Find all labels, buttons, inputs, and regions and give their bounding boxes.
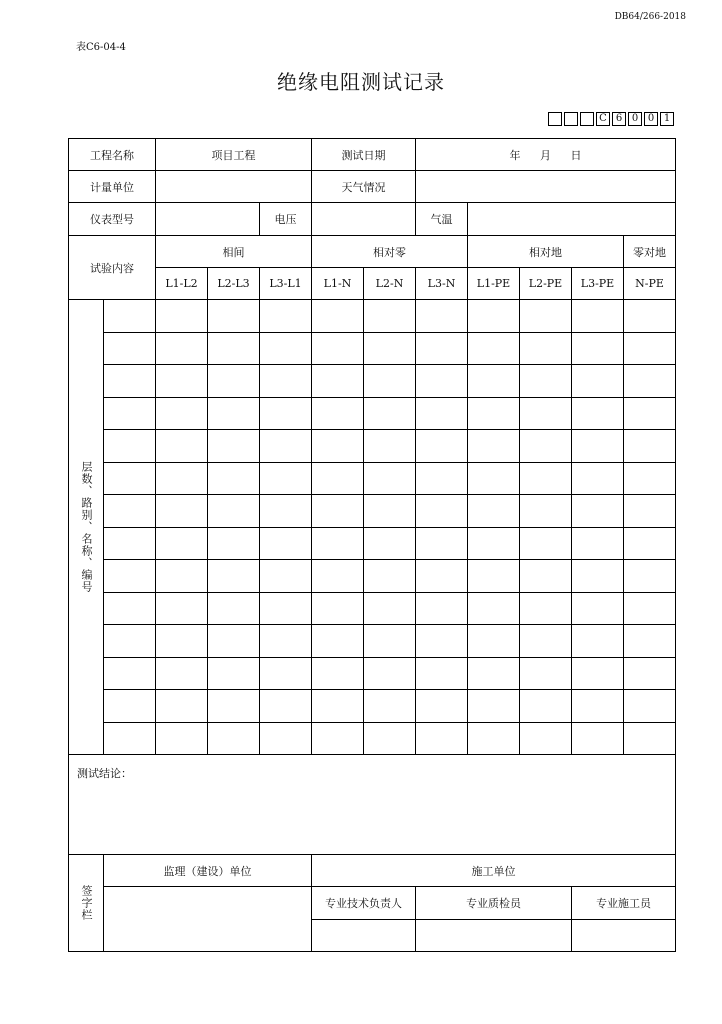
side-label: 层数、路别、名称、编号 [80,461,93,593]
value-cell[interactable] [312,560,364,593]
row-name-cell[interactable] [104,722,156,755]
value-cell[interactable] [364,690,416,723]
value-cell[interactable] [208,365,260,398]
value-cell[interactable] [312,462,364,495]
value-cell[interactable] [572,430,624,463]
value-cell[interactable] [572,560,624,593]
value-cell[interactable] [364,300,416,333]
temp-label: 气温 [416,203,468,236]
date-year: 年 [509,148,521,162]
col-header: L1-N [312,268,364,300]
value-cell[interactable] [624,560,676,593]
supervision-label: 监理（建设）单位 [104,855,312,887]
row-name-cell[interactable] [104,300,156,333]
value-cell[interactable] [260,300,312,333]
value-cell[interactable] [156,690,208,723]
value-cell[interactable] [208,527,260,560]
value-cell[interactable] [364,495,416,528]
weather-value[interactable] [416,171,676,203]
value-cell[interactable] [260,722,312,755]
value-cell[interactable] [624,365,676,398]
value-cell[interactable] [572,332,624,365]
value-cell[interactable] [572,657,624,690]
value-cell[interactable] [624,690,676,723]
value-cell[interactable] [208,332,260,365]
value-cell[interactable] [520,495,572,528]
value-cell[interactable] [572,397,624,430]
tech-lead-label: 专业技术负责人 [312,887,416,920]
value-cell[interactable] [364,527,416,560]
value-cell[interactable] [572,527,624,560]
meter-label: 仪表型号 [69,203,156,236]
value-cell[interactable] [208,592,260,625]
value-cell[interactable] [156,495,208,528]
value-cell[interactable] [364,397,416,430]
value-cell[interactable] [520,690,572,723]
unit-value[interactable] [156,171,312,203]
value-cell[interactable] [364,722,416,755]
value-cell[interactable] [416,527,468,560]
value-cell[interactable] [520,722,572,755]
code-box[interactable]: 0 [628,112,642,126]
table-row [69,592,676,625]
value-cell[interactable] [260,430,312,463]
supervision-sign[interactable] [104,887,312,952]
group-ground: 相对地 [468,236,624,268]
col-header: L2-N [364,268,416,300]
table-row [69,332,676,365]
value-cell[interactable] [156,560,208,593]
value-cell[interactable] [468,332,520,365]
value-cell[interactable] [312,397,364,430]
value-cell[interactable] [312,495,364,528]
date-month: 月 [540,148,552,162]
table-row [69,527,676,560]
value-cell[interactable] [416,332,468,365]
value-cell[interactable] [468,690,520,723]
value-cell[interactable] [364,365,416,398]
value-cell[interactable] [468,397,520,430]
value-cell[interactable] [624,462,676,495]
value-cell[interactable] [260,560,312,593]
value-cell[interactable] [260,365,312,398]
code-box[interactable] [548,112,562,126]
value-cell[interactable] [260,625,312,658]
voltage-label: 电压 [260,203,312,236]
unit-label: 计量单位 [69,171,156,203]
table-row [69,365,676,398]
value-cell[interactable] [624,397,676,430]
value-cell[interactable] [468,430,520,463]
col-header: L3-PE [572,268,624,300]
code-box[interactable]: C [596,112,610,126]
signature-label: 签字栏 [80,885,93,921]
value-cell[interactable] [624,527,676,560]
value-cell[interactable] [520,592,572,625]
col-header: L1-L2 [156,268,208,300]
value-cell[interactable] [468,527,520,560]
value-cell[interactable] [156,430,208,463]
table-row [69,690,676,723]
row-name-cell[interactable] [104,365,156,398]
value-cell[interactable] [572,690,624,723]
value-cell[interactable] [572,300,624,333]
value-cell[interactable] [520,365,572,398]
value-cell[interactable] [364,430,416,463]
value-cell[interactable] [468,300,520,333]
value-cell[interactable] [468,592,520,625]
value-cell[interactable] [416,722,468,755]
construction-label: 施工单位 [312,855,676,887]
row-name-cell[interactable] [104,527,156,560]
conclusion-label: 测试结论： [77,767,132,780]
value-cell[interactable] [312,332,364,365]
code-box[interactable] [580,112,594,126]
col-header: L1-PE [468,268,520,300]
temp-value[interactable] [468,203,676,236]
row-name-cell[interactable] [104,560,156,593]
value-cell[interactable] [208,625,260,658]
value-cell[interactable] [260,690,312,723]
value-cell[interactable] [520,560,572,593]
col-header: N-PE [624,268,676,300]
value-cell[interactable] [520,657,572,690]
weather-label: 天气情况 [312,171,416,203]
value-cell[interactable] [572,722,624,755]
value-cell[interactable] [208,462,260,495]
value-cell[interactable] [364,560,416,593]
row-name-cell[interactable] [104,462,156,495]
table-row [69,397,676,430]
meter-value[interactable] [156,203,260,236]
value-cell[interactable] [624,332,676,365]
value-cell[interactable] [156,625,208,658]
project-name-value[interactable]: 项目工程 [156,139,312,171]
col-header: L3-N [416,268,468,300]
value-cell[interactable] [260,657,312,690]
value-cell[interactable] [416,560,468,593]
value-cell[interactable] [312,365,364,398]
value-cell[interactable] [312,657,364,690]
value-cell[interactable] [312,430,364,463]
row-name-cell[interactable] [104,430,156,463]
table-row [69,657,676,690]
value-cell[interactable] [260,527,312,560]
value-cell[interactable] [572,592,624,625]
value-cell[interactable] [208,560,260,593]
row-name-cell[interactable] [104,495,156,528]
test-content-label: 试验内容 [69,236,156,300]
value-cell[interactable] [416,690,468,723]
table-row [69,300,676,333]
value-cell[interactable] [364,592,416,625]
code-box[interactable]: 0 [644,112,658,126]
value-cell[interactable] [156,300,208,333]
value-cell[interactable] [416,657,468,690]
value-cell[interactable] [416,397,468,430]
value-cell[interactable] [156,397,208,430]
value-cell[interactable] [572,462,624,495]
row-name-cell[interactable] [104,625,156,658]
col-header: L2-L3 [208,268,260,300]
group-phase: 相间 [156,236,312,268]
col-header: L2-PE [520,268,572,300]
value-cell[interactable] [312,592,364,625]
signature-side [69,855,104,952]
quality-inspector-label: 专业质检员 [416,887,572,920]
value-cell[interactable] [260,397,312,430]
value-cell[interactable] [156,592,208,625]
value-cell[interactable] [312,690,364,723]
value-cell[interactable] [208,690,260,723]
value-cell[interactable] [520,332,572,365]
value-cell[interactable] [156,722,208,755]
group-neutral: 相对零 [312,236,468,268]
page-title: 绝缘电阻测试记录 [277,70,445,94]
value-cell[interactable] [520,397,572,430]
value-cell[interactable] [624,722,676,755]
value-cell[interactable] [520,300,572,333]
col-header: L3-L1 [260,268,312,300]
value-cell[interactable] [208,722,260,755]
value-cell[interactable] [624,430,676,463]
date-day: 日 [570,148,582,162]
code-box[interactable]: 1 [660,112,674,126]
value-cell[interactable] [260,592,312,625]
table-row [69,625,676,658]
value-cell[interactable] [624,625,676,658]
value-cell[interactable] [624,657,676,690]
tech-lead-sign[interactable] [312,920,416,952]
value-cell[interactable] [364,462,416,495]
value-cell[interactable] [468,495,520,528]
value-cell[interactable] [624,300,676,333]
worker-label: 专业施工员 [572,887,676,920]
value-cell[interactable] [468,722,520,755]
value-cell[interactable] [208,430,260,463]
value-cell[interactable] [572,365,624,398]
value-cell[interactable] [156,332,208,365]
value-cell[interactable] [312,300,364,333]
standard-number: DB64/266-2018 [614,12,686,22]
record-code-boxes [548,112,674,126]
value-cell[interactable] [312,527,364,560]
value-cell[interactable] [156,365,208,398]
value-cell[interactable] [416,365,468,398]
value-cell[interactable] [156,462,208,495]
value-cell[interactable] [364,332,416,365]
value-cell[interactable] [260,462,312,495]
value-cell[interactable] [468,625,520,658]
group-neutral-ground: 零对地 [624,236,676,268]
conclusion-cell[interactable] [69,755,676,855]
row-name-cell[interactable] [104,332,156,365]
record-table [68,138,676,952]
value-cell[interactable] [416,625,468,658]
row-name-cell[interactable] [104,592,156,625]
value-cell[interactable] [416,462,468,495]
code-box[interactable]: 6 [612,112,626,126]
quality-inspector-sign[interactable] [416,920,572,952]
value-cell[interactable] [468,560,520,593]
test-date-label: 测试日期 [312,139,416,171]
value-cell[interactable] [416,300,468,333]
project-name-label: 工程名称 [69,139,156,171]
value-cell[interactable] [468,365,520,398]
value-cell[interactable] [468,462,520,495]
form-number: 表C6-04-4 [76,42,126,53]
row-name-cell[interactable] [104,690,156,723]
value-cell[interactable] [416,430,468,463]
value-cell[interactable] [312,625,364,658]
value-cell[interactable] [520,625,572,658]
table-row [69,462,676,495]
value-cell[interactable] [208,495,260,528]
value-cell[interactable] [364,625,416,658]
table-row [69,560,676,593]
value-cell[interactable] [624,495,676,528]
value-cell[interactable] [416,592,468,625]
value-cell[interactable] [208,397,260,430]
row-name-cell[interactable] [104,657,156,690]
value-cell[interactable] [468,657,520,690]
value-cell[interactable] [572,625,624,658]
test-date-value[interactable] [416,139,676,171]
value-cell[interactable] [520,430,572,463]
value-cell[interactable] [572,495,624,528]
row-name-cell[interactable] [104,397,156,430]
value-cell[interactable] [520,527,572,560]
value-cell[interactable] [156,527,208,560]
table-row [69,722,676,755]
value-cell[interactable] [364,657,416,690]
value-cell[interactable] [624,592,676,625]
value-cell[interactable] [260,332,312,365]
worker-sign[interactable] [572,920,676,952]
side-label-cell [69,300,104,755]
value-cell[interactable] [520,462,572,495]
value-cell[interactable] [260,495,312,528]
value-cell[interactable] [156,657,208,690]
value-cell[interactable] [208,657,260,690]
code-box[interactable] [564,112,578,126]
value-cell[interactable] [312,722,364,755]
value-cell[interactable] [416,495,468,528]
value-cell[interactable] [208,300,260,333]
table-row [69,430,676,463]
table-row [69,495,676,528]
voltage-value[interactable] [312,203,416,236]
